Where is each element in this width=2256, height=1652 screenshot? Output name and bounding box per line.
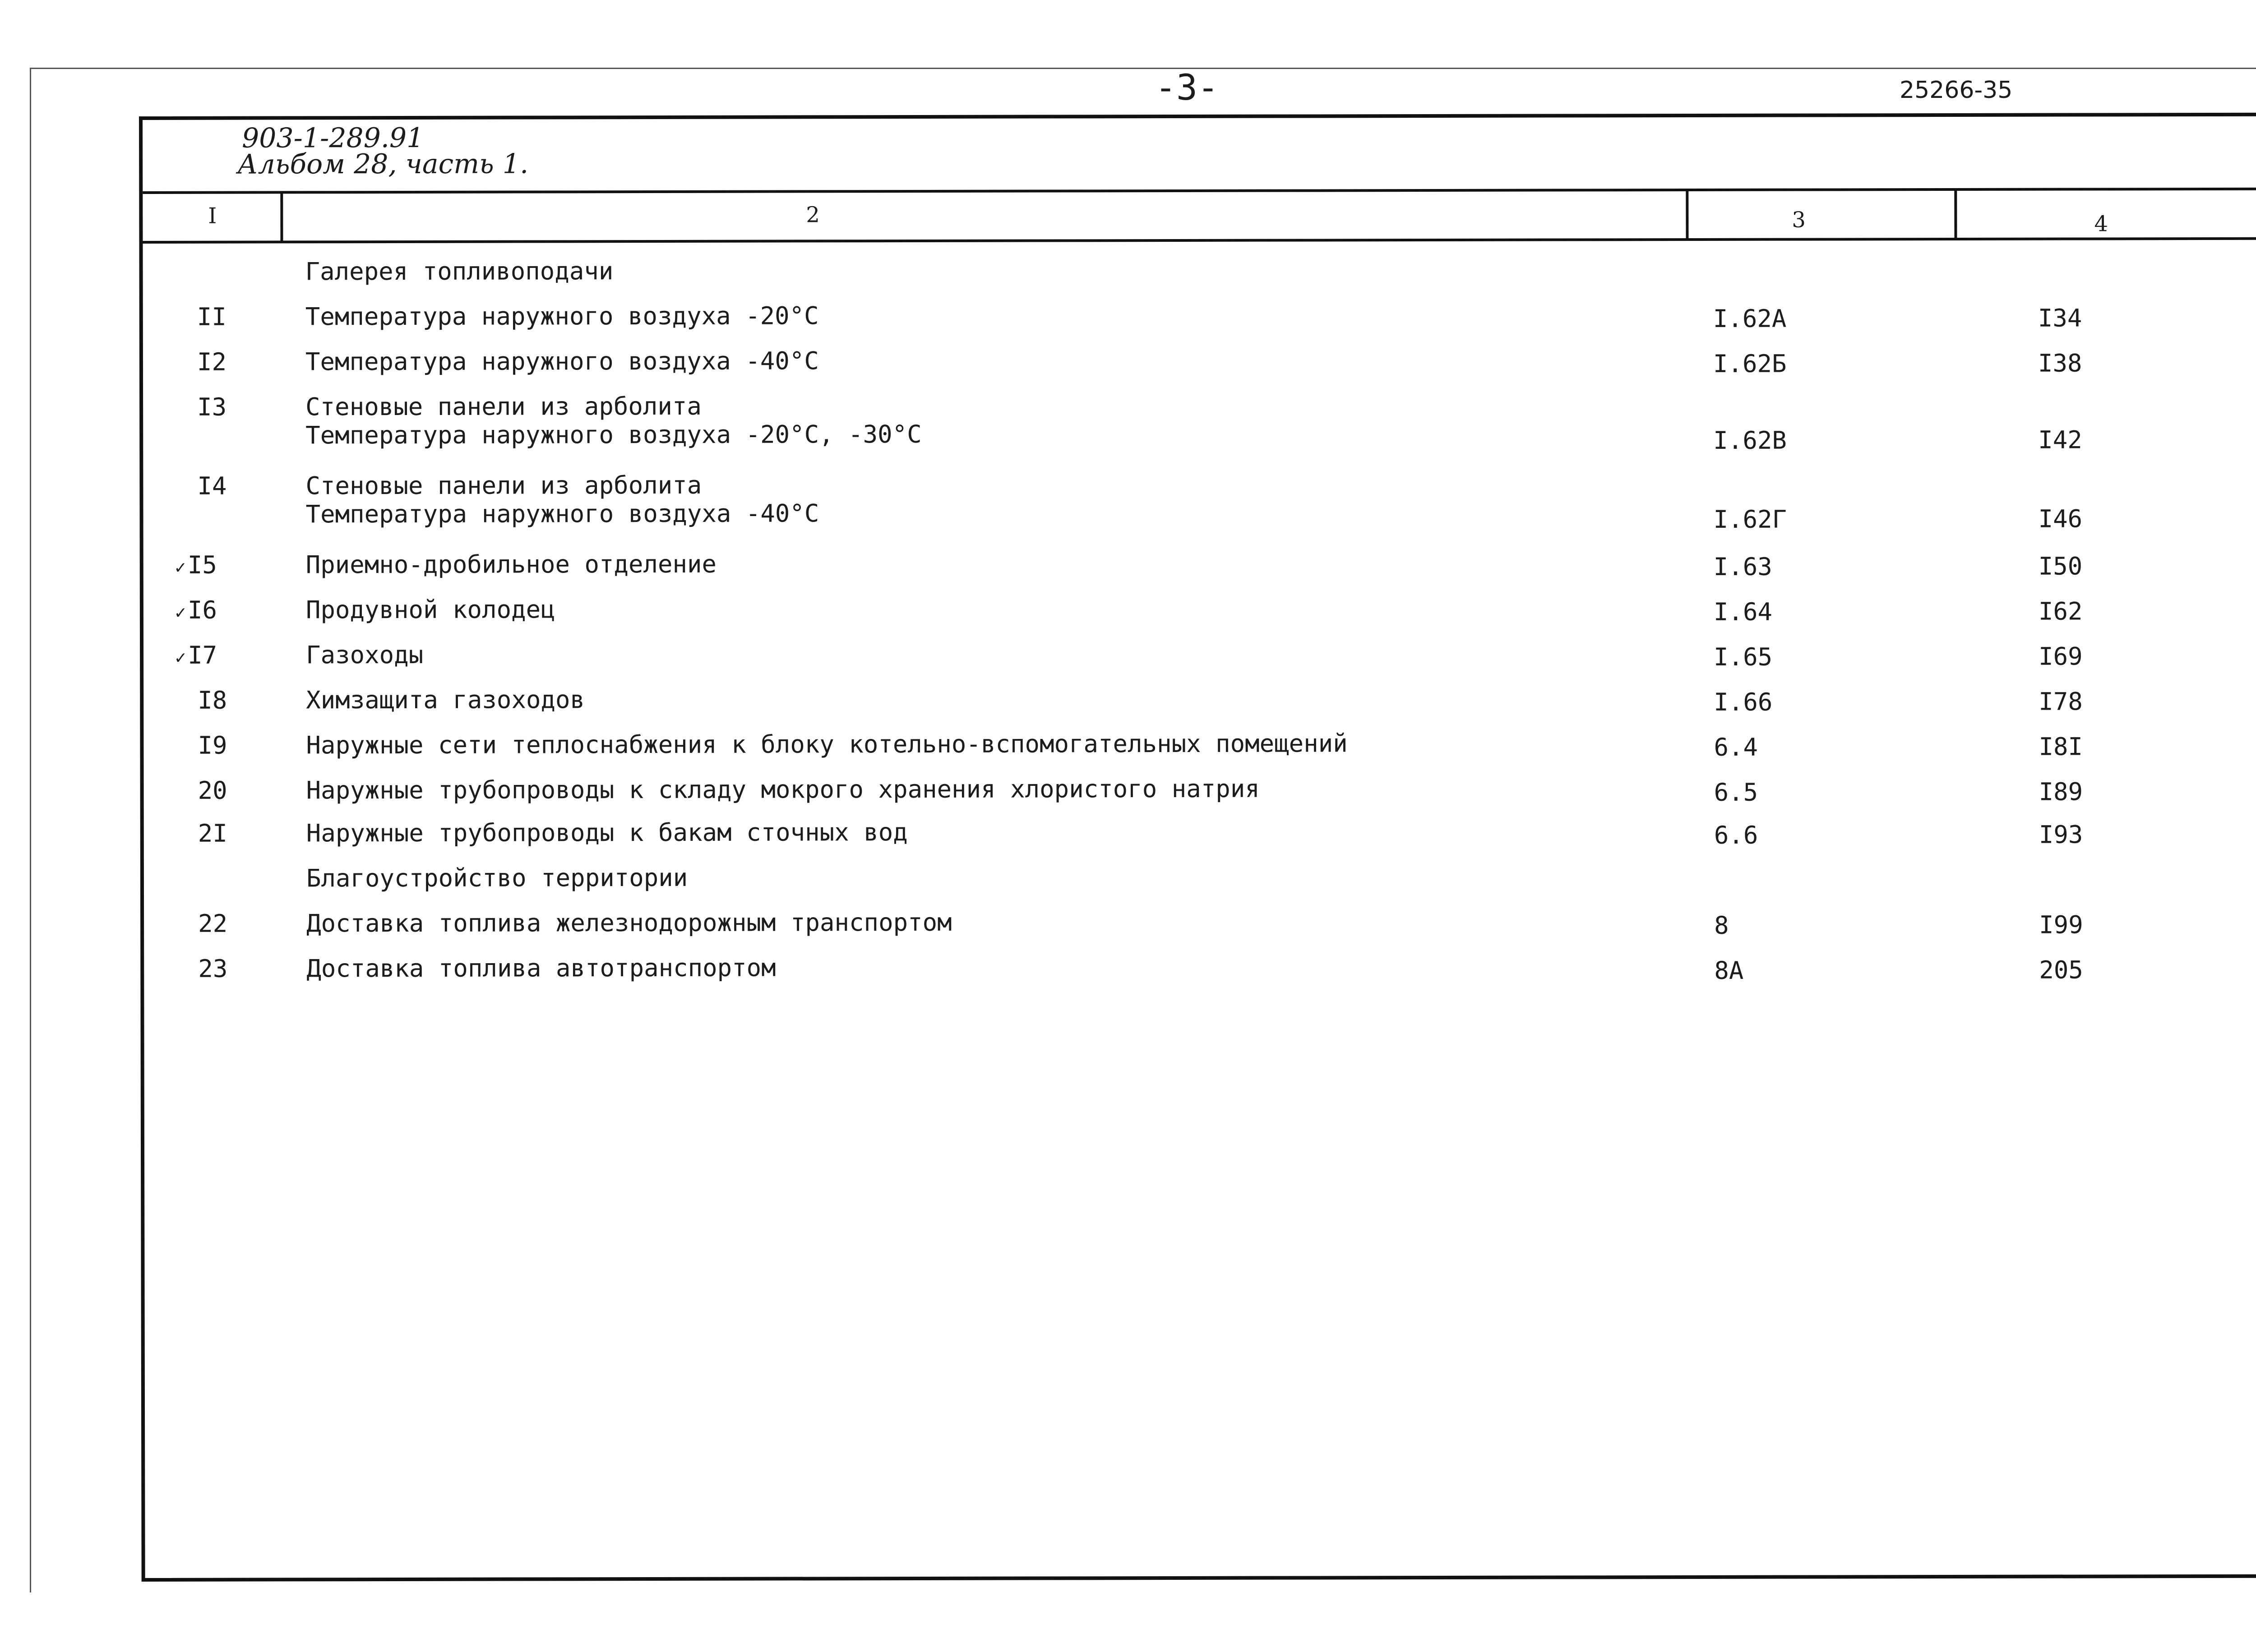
row-page-number: I50: [2038, 552, 2083, 581]
table-row: [143, 592, 2256, 641]
row-number-text: I9: [198, 731, 227, 760]
row-number: [198, 731, 227, 760]
header-divider: [143, 188, 2256, 194]
row-title: [306, 954, 776, 983]
row-title-line-1: Стеновые панели из арболита: [305, 471, 702, 500]
row-drawing-number: I.62Б: [1713, 349, 1787, 378]
row-title: [305, 392, 922, 449]
row-page-number: I34: [2038, 304, 2082, 332]
row-drawing-number: I.66: [1714, 688, 1773, 716]
row-number: [198, 686, 227, 715]
row-number: [198, 955, 227, 983]
row-drawing-number: I.64: [1713, 597, 1773, 626]
table-row: [144, 906, 2256, 955]
row-title-line-1: Газоходы: [306, 640, 424, 669]
table-row: [143, 344, 2256, 393]
row-number: [197, 348, 227, 376]
table-row: [143, 254, 2256, 303]
row-title-line-1: Температура наружного воздуха -40°С: [305, 346, 819, 376]
row-number-text: 2I: [198, 819, 227, 848]
row-number: [197, 393, 227, 421]
row-number-text: I4: [197, 471, 227, 500]
row-drawing-number: 6.5: [1714, 778, 1758, 807]
row-title: [306, 595, 555, 624]
row-number: [197, 303, 227, 331]
row-title-line-1: Температура наружного воздуха -20°С: [305, 301, 819, 331]
sheet-edge-left: [30, 68, 31, 1592]
row-page-number: 205: [2039, 955, 2083, 984]
row-number-text: I7: [188, 641, 217, 669]
row-number-text: 23: [198, 954, 228, 983]
row-title-line-1: Приемно-дробильное отделение: [305, 549, 717, 579]
handwritten-project-code: 903-1-289.91: [242, 122, 424, 154]
checkmark-icon: ✓: [175, 647, 186, 668]
row-page-number: I69: [2039, 642, 2083, 671]
column-header-divider: [143, 237, 2256, 244]
column-divider-1: [280, 191, 283, 240]
column-header-1: I: [208, 203, 217, 229]
row-title: [305, 257, 614, 286]
row-drawing-number: I.63: [1713, 552, 1772, 581]
table-row: [143, 637, 2256, 686]
row-page-number: I62: [2038, 597, 2083, 626]
row-title: [306, 818, 908, 847]
row-title-line-2: Температура наружного воздуха -20°С, -30°С: [305, 420, 922, 450]
row-number: [175, 551, 217, 579]
row-title: [305, 471, 819, 528]
handwritten-album: Альбом 28, часть 1.: [237, 148, 529, 180]
row-page-number: I89: [2039, 777, 2083, 806]
row-number-text: I6: [187, 595, 217, 624]
row-drawing-number: I.62Г: [1713, 505, 1787, 534]
row-page-number: I42: [2038, 425, 2082, 454]
document-code: 25266-35: [1900, 77, 2013, 104]
table-row: [143, 683, 2256, 731]
row-title-line-1: Наружные трубопроводы к складу мокрого хранения хлористого натрия: [306, 774, 1260, 805]
row-drawing-number: I.62В: [1713, 426, 1787, 455]
row-drawing-number: 6.6: [1714, 821, 1758, 849]
column-header-3: 3: [1792, 207, 1806, 233]
row-number: [198, 819, 227, 848]
row-title: [306, 685, 585, 714]
row-title: [306, 863, 688, 892]
table-row: [143, 547, 2256, 596]
row-number-text: I3: [197, 392, 227, 421]
row-number-text: I2: [197, 347, 227, 376]
row-number: [175, 596, 217, 624]
row-title: [306, 550, 717, 579]
row-title-line-1: Продувной колодец: [305, 595, 555, 624]
row-drawing-number: I.62А: [1713, 304, 1787, 333]
row-page-number: I99: [2039, 910, 2083, 939]
row-page-number: I46: [2038, 504, 2083, 533]
row-title: [305, 346, 819, 376]
table-row: [144, 861, 2256, 909]
table-row: [144, 773, 2256, 821]
row-number-text: 22: [198, 909, 228, 938]
column-divider-3: [1954, 188, 1957, 238]
row-title: [306, 908, 952, 937]
sheet-edge-top: [30, 68, 2256, 69]
row-page-number: I38: [2038, 349, 2082, 378]
row-title-line-1: Стеновые панели из арболита: [305, 392, 702, 421]
row-title-line-2: Температура наружного воздуха -40°С: [305, 499, 819, 529]
row-title: [306, 641, 423, 669]
table-row: [143, 728, 2256, 776]
checkmark-icon: ✓: [175, 557, 186, 578]
table-row: [143, 468, 2256, 551]
row-page-number: I78: [2039, 687, 2083, 716]
row-number-text: I8: [198, 686, 227, 715]
row-title-line-1: Галерея топливоподачи: [305, 257, 614, 286]
row-title-line-1: Химзащита газоходов: [306, 685, 585, 715]
table-row: [144, 951, 2256, 1000]
row-number: [198, 909, 227, 938]
column-header-4: 4: [2094, 211, 2108, 237]
row-number: [197, 472, 227, 500]
row-title-line-1: Наружные сети теплоснабжения к блоку котельно-вспомогательных помещений: [306, 729, 1348, 760]
row-page-number: I8I: [2039, 732, 2083, 761]
table-row: [144, 816, 2256, 864]
row-title-line-1: Доставка топлива железнодорожным транспортом: [306, 908, 952, 938]
row-title-line-1: Наружные трубопроводы к бакам сточных вод: [306, 818, 908, 848]
column-header-2: 2: [806, 202, 820, 228]
row-page-number: I93: [2039, 820, 2083, 849]
row-drawing-number: 6.4: [1714, 733, 1758, 761]
checkmark-icon: ✓: [175, 602, 186, 623]
table-row: [143, 389, 2256, 472]
column-divider-2: [1686, 189, 1688, 238]
row-title: [306, 729, 1347, 759]
row-number-text: I5: [187, 550, 217, 579]
row-number: [175, 641, 217, 669]
row-drawing-number: 8: [1714, 911, 1729, 940]
row-number: [198, 776, 227, 805]
row-number-text: 20: [198, 776, 227, 805]
table-frame: [139, 113, 2256, 1582]
row-title-line-1: Благоустройство территории: [306, 863, 688, 893]
row-drawing-number: I.65: [1714, 642, 1773, 671]
row-title: [306, 775, 1260, 805]
table-row: [143, 299, 2256, 348]
row-title-line-1: Доставка топлива автотранспортом: [306, 953, 776, 983]
row-title: [305, 301, 819, 331]
row-drawing-number: 8А: [1714, 956, 1744, 985]
row-number-text: II: [197, 302, 227, 331]
page-number: -3-: [1155, 68, 1219, 108]
